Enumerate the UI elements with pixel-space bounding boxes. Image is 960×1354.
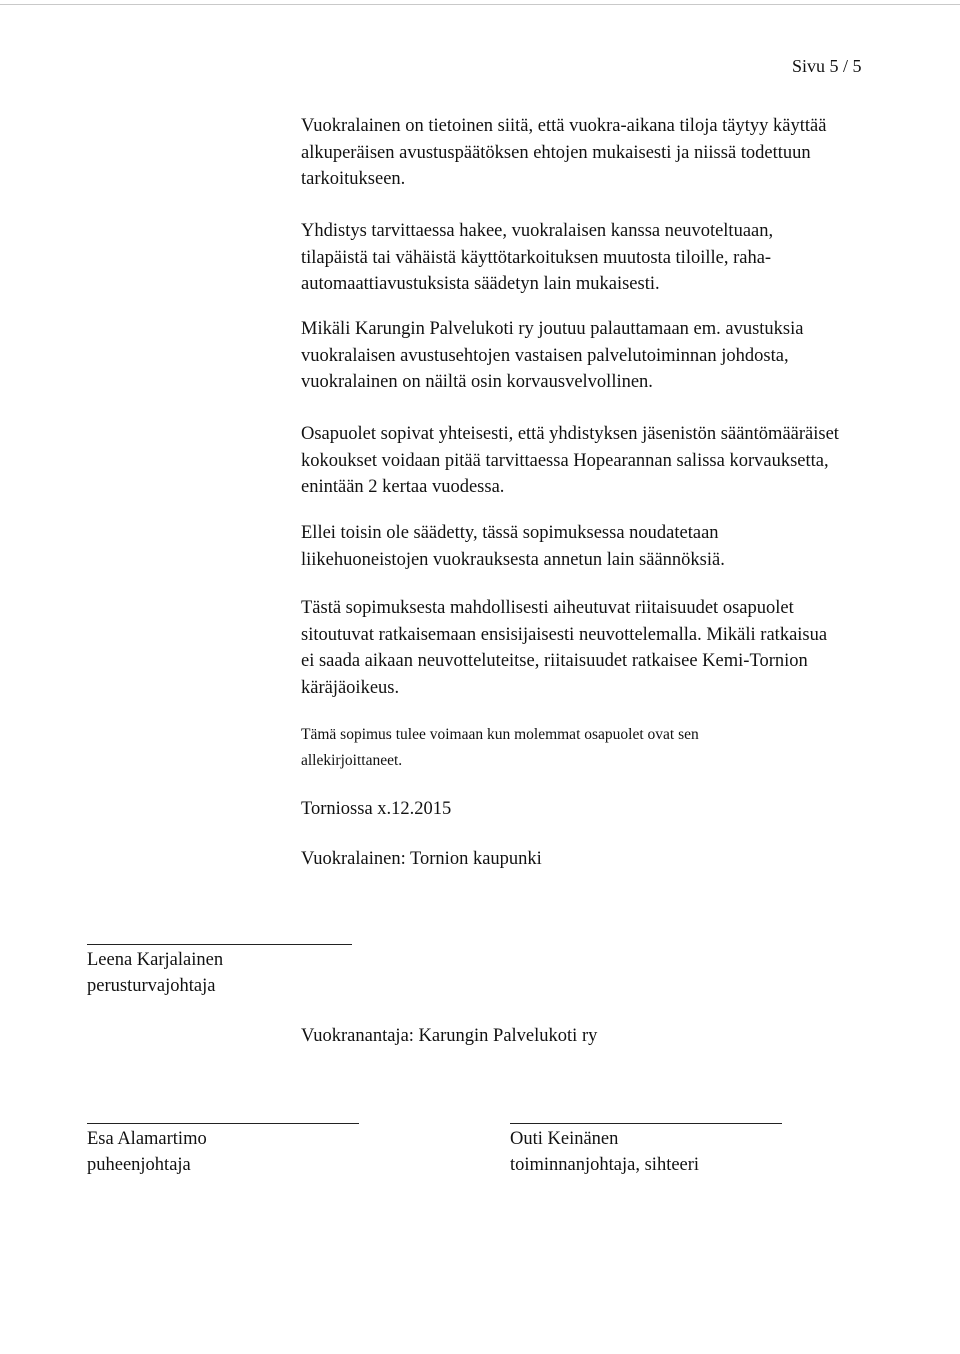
lessor-signatory-2-name: Outi Keinänen [510, 1129, 619, 1149]
page-number: Sivu 5 / 5 [792, 56, 862, 76]
text-line: ei saada aikaan neuvotteluteitse, riitaisuudet ratkaisee Kemi-Tornion [301, 651, 808, 671]
text-line: vuokralainen on näiltä osin korvausvelvollinen. [301, 372, 653, 392]
text-line: Yhdistys tarvittaessa hakee, vuokralaisen kanssa neuvoteltuaan, [301, 221, 774, 241]
lessor-signature-line-1 [87, 1123, 359, 1124]
lessor-signature-line-2 [510, 1123, 782, 1124]
text-line: Tästä sopimuksesta mahdollisesti aiheutuvat riitaisuudet osapuolet [301, 598, 794, 618]
paragraph-effective [301, 722, 901, 774]
text-line: liikehuoneistojen vuokrauksesta annetun lain säännöksiä. [301, 549, 725, 570]
paragraph-liability [301, 316, 901, 396]
text-line: käräjäoikeus. [301, 677, 400, 698]
paragraph-usage-terms [301, 113, 901, 193]
paragraph-disputes [301, 595, 901, 701]
lessor-signatory-1-name: Esa Alamartimo [87, 1129, 207, 1149]
text-line: allekirjoittaneet. [301, 752, 403, 769]
text-line: enintään 2 kertaa vuodessa. [301, 477, 505, 497]
text-line: Tämä sopimus tulee voimaan kun molemmat osapuolet ovat sen [301, 726, 699, 743]
text-line: alkuperäisen avustuspäätöksen ehtojen mukaisesti ja niissä todettuun [301, 142, 811, 163]
lessee-signatory-name: Leena Karjalainen [87, 950, 224, 970]
paragraph-change-of-use [301, 218, 901, 298]
text-line: kokoukset voidaan pitää tarvittaessa Hopearannan salissa korvauksetta, [301, 450, 829, 471]
lessee-line: Vuokralainen: Tornion kaupunki [301, 849, 542, 869]
lessor-line: Vuokranantaja: Karungin Palvelukoti ry [301, 1026, 598, 1046]
text-line: Ellei toisin ole säädetty, tässä sopimuksessa noudatetaan [301, 523, 719, 543]
place-date: Torniossa x.12.2015 [301, 799, 452, 819]
lessee-signatory-title: perusturvajohtaja [87, 976, 216, 996]
lessor-signatory-2-title: toiminnanjohtaja, sihteeri [510, 1155, 700, 1175]
text-line: automaattiavustuksista säädetyn lain mukaisesti. [301, 274, 660, 294]
text-line: tilapäistä tai vähäistä käyttötarkoituksen muutosta tiloille, raha- [301, 247, 772, 268]
text-line: Osapuolet sopivat yhteisesti, että yhdistyksen jäsenistön sääntömääräiset [301, 424, 839, 444]
page-top-rule [0, 4, 960, 5]
paragraph-meetings [301, 421, 901, 501]
lessee-signature-line [87, 944, 352, 945]
text-line: vuokralaisen avustusehtojen vastaisen palvelutoiminnan johdosta, [301, 345, 789, 366]
text-line: tarkoitukseen. [301, 169, 406, 189]
text-line: sitoutuvat ratkaisemaan ensisijaisesti neuvottelemalla. Mikäli ratkaisua [301, 624, 828, 645]
paragraph-applicable-law [301, 520, 901, 573]
text-line: Mikäli Karungin Palvelukoti ry joutuu palauttamaan em. avustuksia [301, 319, 804, 339]
text-line: Vuokralainen on tietoinen siitä, että vuokra-aikana tiloja täytyy käyttää [301, 116, 827, 136]
lessor-signatory-1-title: puheenjohtaja [87, 1155, 191, 1175]
